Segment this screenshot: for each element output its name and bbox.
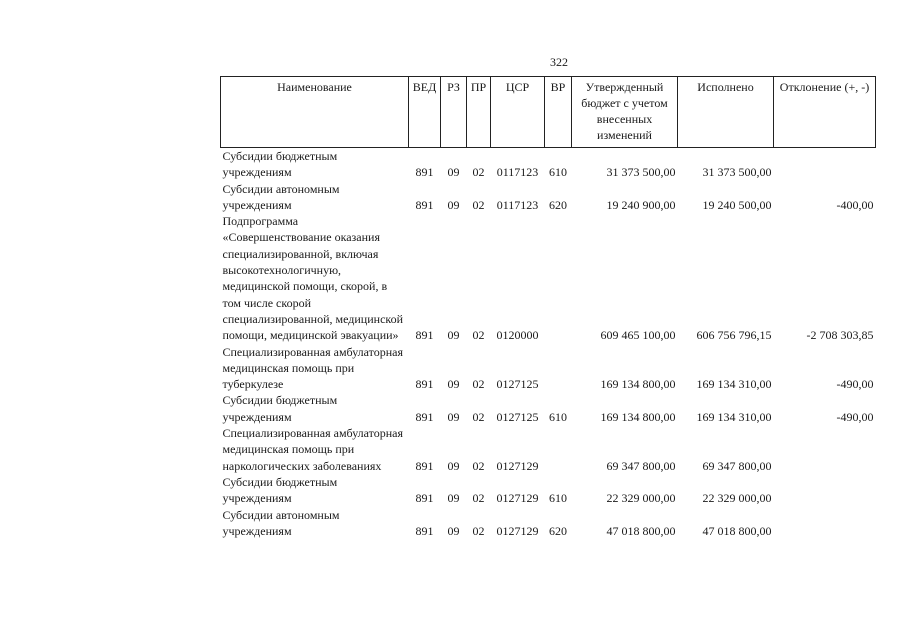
header-ved: ВЕД (409, 77, 441, 148)
row-name: Специализированная амбулаторная медицинская помощь при туберкулезе (222, 344, 404, 392)
row-approved: 169 134 800,00 (600, 409, 676, 424)
header-executed: Исполнено (678, 77, 774, 148)
row-deviation: -2 708 303,85 (806, 328, 874, 343)
row-name: Субсидии бюджетным учреждениям (222, 149, 338, 180)
row-ved: 891 (415, 409, 434, 424)
header-approved: Утвержденный бюджет с учетом внесенных изменений (572, 77, 678, 148)
table-row (221, 344, 876, 393)
header-vr: ВР (545, 77, 572, 148)
row-deviation: -490,00 (836, 377, 874, 392)
table-row (221, 474, 876, 507)
row-csr: 0127125 (496, 409, 539, 424)
table-row (221, 392, 876, 425)
row-executed: 606 756 796,15 (696, 328, 772, 343)
row-deviation (774, 474, 876, 507)
row-approved: 169 134 800,00 (600, 377, 676, 392)
row-approved: 609 465 100,00 (600, 328, 676, 343)
row-name: Субсидии автономным учреждениям (222, 507, 340, 538)
row-rz: 09 (447, 165, 460, 180)
row-rz: 09 (447, 328, 460, 343)
row-ved: 891 (415, 377, 434, 392)
row-pr: 02 (472, 458, 485, 473)
row-deviation: -490,00 (836, 409, 874, 424)
row-executed: 47 018 800,00 (702, 523, 772, 538)
row-csr: 0117123 (496, 197, 539, 212)
row-rz: 09 (447, 523, 460, 538)
row-ved: 891 (415, 491, 434, 506)
table-row (221, 213, 876, 343)
row-executed: 169 134 310,00 (696, 409, 772, 424)
row-rz: 09 (447, 458, 460, 473)
row-name: Специализированная амбулаторная медицинская помощь при наркологических заболеваниях (222, 426, 404, 473)
row-executed: 31 373 500,00 (702, 165, 772, 180)
row-vr (545, 425, 572, 474)
row-pr: 02 (472, 523, 485, 538)
row-csr: 0127129 (496, 458, 539, 473)
page-number: 322 (550, 55, 568, 69)
row-approved: 47 018 800,00 (606, 523, 676, 538)
row-ved: 891 (415, 165, 434, 180)
row-pr: 02 (472, 377, 485, 392)
row-deviation (774, 425, 876, 474)
row-vr: 610 (549, 165, 567, 180)
row-approved: 22 329 000,00 (606, 491, 676, 506)
row-approved: 69 347 800,00 (606, 458, 676, 473)
row-vr (545, 344, 572, 393)
row-csr: 0120000 (496, 328, 539, 343)
row-pr: 02 (472, 491, 485, 506)
table-body (221, 148, 876, 540)
table-row (221, 507, 876, 540)
row-csr: 0127129 (496, 523, 539, 538)
header-csr: ЦСР (491, 77, 545, 148)
row-pr: 02 (472, 197, 485, 212)
table-row (221, 425, 876, 474)
row-ved: 891 (415, 328, 434, 343)
header-deviation: Отклонение (+, -) (774, 77, 876, 148)
row-ved: 891 (415, 197, 434, 212)
header-rz: РЗ (441, 77, 467, 148)
row-executed: 169 134 310,00 (696, 377, 772, 392)
row-name: Субсидии бюджетным учреждениям (222, 474, 338, 506)
row-executed: 69 347 800,00 (702, 458, 772, 473)
row-name: Подпрограмма «Совершенствование оказания специализированной, включая высокотехнологичную, медицинской помощи, скорой, в том числе скорой специализированной, медицинской помощи, медицинской эвакуации» (222, 214, 404, 343)
row-pr: 02 (472, 328, 485, 343)
budget-table (220, 76, 876, 539)
row-ved: 891 (415, 523, 434, 538)
row-approved: 19 240 900,00 (606, 197, 676, 212)
row-vr: 610 (549, 491, 567, 506)
row-pr: 02 (472, 165, 485, 180)
row-csr: 0127125 (496, 377, 539, 392)
row-pr: 02 (472, 409, 485, 424)
header-name: Наименование (221, 77, 409, 148)
row-vr: 610 (549, 409, 567, 424)
row-rz: 09 (447, 377, 460, 392)
row-ved: 891 (415, 458, 434, 473)
table-row (221, 148, 876, 181)
row-deviation: -400,00 (836, 197, 874, 212)
table-header-row (221, 77, 876, 148)
row-approved: 31 373 500,00 (606, 165, 676, 180)
row-rz: 09 (447, 491, 460, 506)
row-executed: 19 240 500,00 (702, 197, 772, 212)
row-rz: 09 (447, 409, 460, 424)
row-csr: 0127129 (496, 491, 539, 506)
row-executed: 22 329 000,00 (702, 491, 772, 506)
row-csr: 0117123 (496, 165, 539, 180)
row-deviation (774, 507, 876, 540)
row-vr: 620 (549, 523, 567, 538)
header-pr: ПР (467, 77, 491, 148)
row-vr: 620 (549, 197, 567, 212)
row-name: Субсидии бюджетным учреждениям (222, 393, 338, 424)
row-vr (545, 213, 572, 343)
row-rz: 09 (447, 197, 460, 212)
row-name: Субсидии автономным учреждениям (222, 181, 340, 212)
row-deviation (774, 148, 876, 181)
table-row (221, 181, 876, 214)
